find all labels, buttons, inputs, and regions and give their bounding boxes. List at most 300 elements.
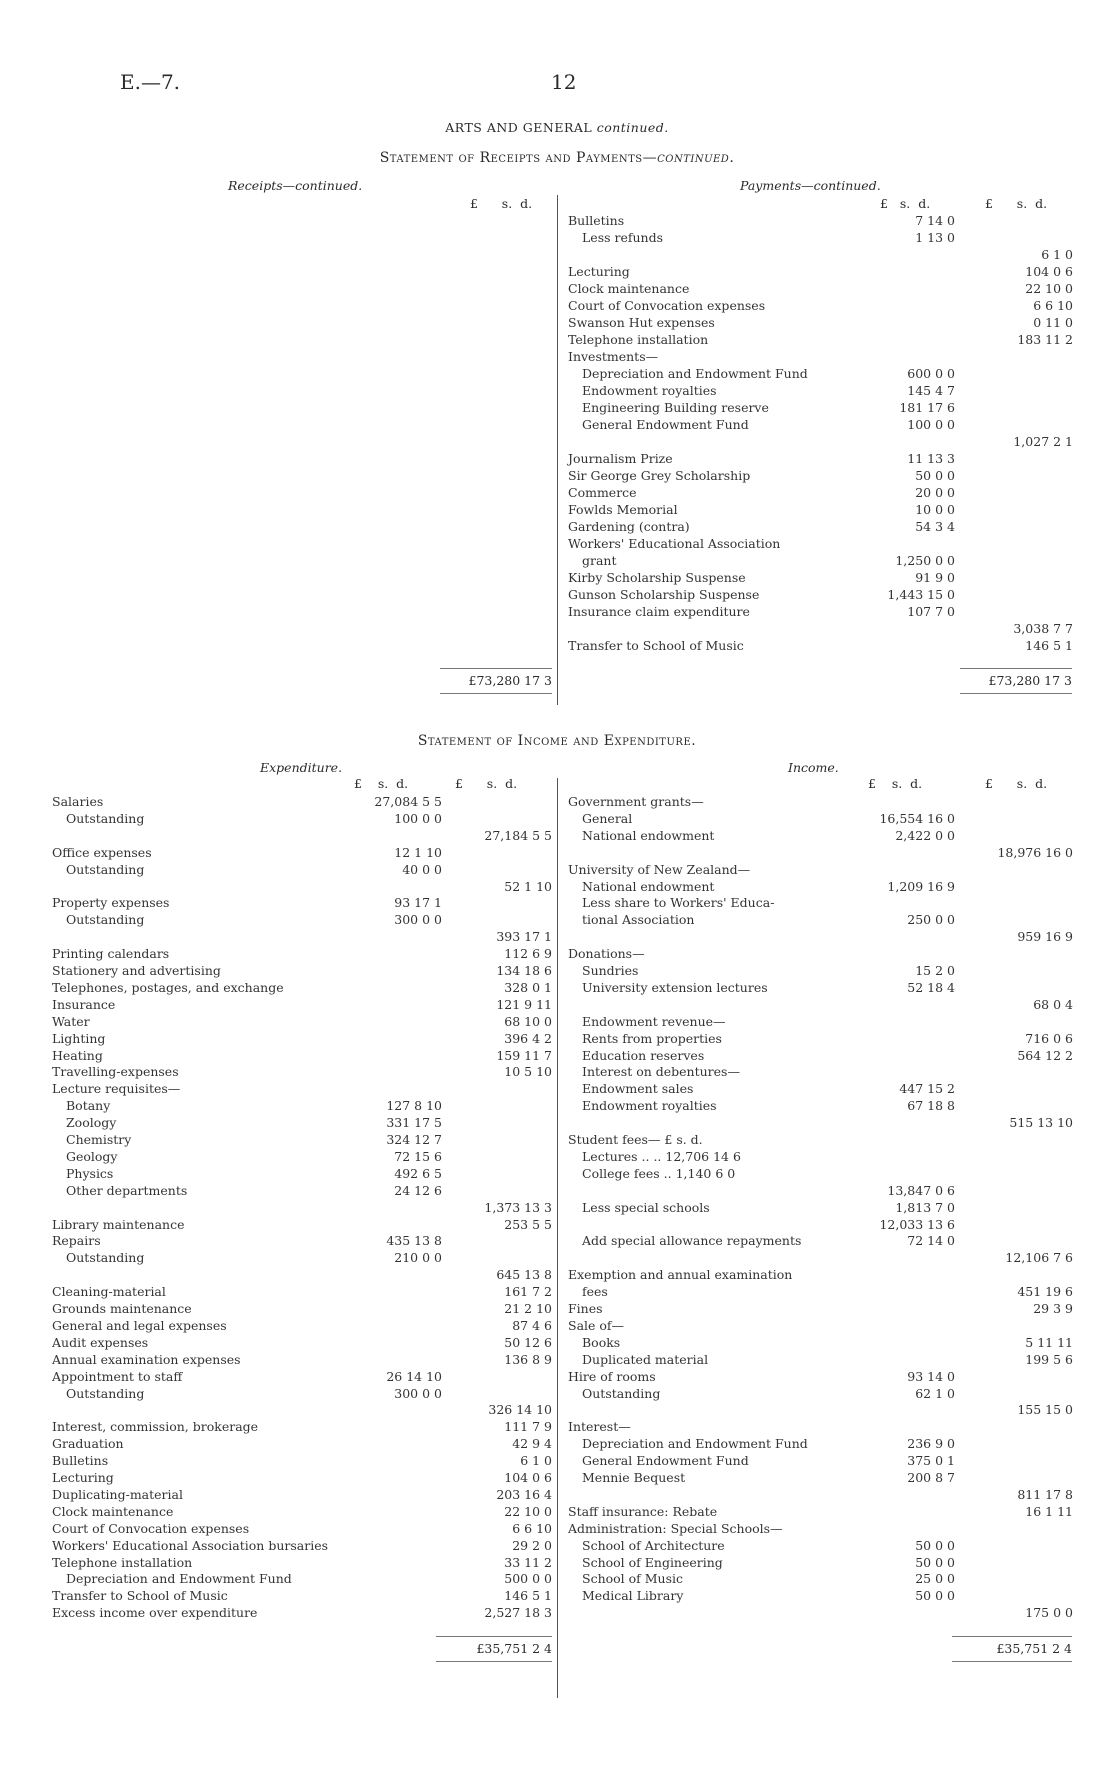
income-total: £35,751 2 4 xyxy=(996,1641,1072,1656)
inner-amount: 447 15 2 xyxy=(899,1081,955,1097)
outer-amount: 451 19 6 xyxy=(1017,1284,1073,1300)
inner-amount: 250 0 0 xyxy=(907,912,955,928)
exp-total-rule xyxy=(436,1636,552,1637)
expenditure-total: £35,751 2 4 xyxy=(476,1641,552,1656)
row-label: Outstanding xyxy=(66,810,145,826)
income-row xyxy=(568,911,1073,928)
row-label: tional Association xyxy=(582,912,695,928)
outer-amount: 112 6 9 xyxy=(504,946,552,962)
expenditure-row xyxy=(52,1047,552,1064)
income-row xyxy=(568,1570,1073,1587)
row-label: Insurance xyxy=(52,996,116,1012)
outer-amount: 515 13 10 xyxy=(1009,1115,1073,1131)
income-row xyxy=(568,1063,1073,1080)
expenditure-row xyxy=(52,1351,552,1368)
row-label: Sir George Grey Scholarship xyxy=(568,468,751,483)
expenditure-row xyxy=(52,1300,552,1317)
outer-amount: 134 18 6 xyxy=(496,963,552,978)
outer-amount: 199 5 6 xyxy=(1025,1351,1073,1367)
income-row xyxy=(568,1013,1073,1030)
income-row xyxy=(568,861,1073,878)
expenditure-row xyxy=(52,1182,552,1199)
row-label: Transfer to School of Music xyxy=(568,638,744,653)
row-label: Interest on debentures— xyxy=(582,1064,740,1080)
expenditure-subheading: Expenditure. xyxy=(260,760,343,775)
row-label: College fees .. 1,140 6 0 xyxy=(582,1165,736,1181)
expenditure-row xyxy=(52,1199,552,1216)
expenditure-row xyxy=(52,861,552,878)
outer-amount: 1,373 13 3 xyxy=(484,1199,552,1215)
outer-amount: 22 10 0 xyxy=(1025,281,1073,296)
inner-amount: 1,443 15 0 xyxy=(887,587,955,602)
row-label: Lectures .. .. 12,706 14 6 xyxy=(582,1148,741,1164)
payment-row xyxy=(568,535,1073,552)
row-label: Staff insurance: Rebate xyxy=(568,1503,718,1519)
income-row xyxy=(568,1249,1073,1266)
inner-amount: 100 0 0 xyxy=(394,810,442,826)
income-row xyxy=(568,878,1073,895)
row-label: National endowment xyxy=(582,878,715,894)
row-label: Student fees— £ s. d. xyxy=(568,1132,703,1147)
inner-amount: 324 12 7 xyxy=(386,1132,442,1147)
expenditure-row xyxy=(52,1570,552,1587)
receipts-payments-title xyxy=(0,150,1114,166)
inner-amount: 600 0 0 xyxy=(907,366,955,381)
row-label: Administration: Special Schools— xyxy=(568,1520,783,1536)
inner-amount: 72 14 0 xyxy=(907,1233,955,1249)
row-label: Outstanding xyxy=(66,912,145,928)
row-label: Graduation xyxy=(52,1436,124,1452)
outer-amount: 68 0 4 xyxy=(1033,996,1073,1012)
income-row xyxy=(568,1114,1073,1131)
income-row xyxy=(568,1418,1073,1435)
row-label: Endowment sales xyxy=(582,1081,694,1097)
receipts-total: £73,280 17 3 xyxy=(468,673,552,688)
income-row xyxy=(568,928,1073,945)
row-label: Travelling-expenses xyxy=(52,1064,179,1080)
income-row xyxy=(568,1554,1073,1571)
income-row xyxy=(568,1283,1073,1300)
inner-amount: 375 0 1 xyxy=(907,1453,955,1469)
row-label: Sale of— xyxy=(568,1317,625,1333)
income-row xyxy=(568,979,1073,996)
income-row xyxy=(568,1131,1073,1148)
outer-amount: 183 11 2 xyxy=(1017,332,1073,347)
outer-amount: 21 2 10 xyxy=(504,1301,552,1316)
row-label: School of Engineering xyxy=(582,1554,723,1570)
inner-amount: 107 7 0 xyxy=(907,604,955,619)
row-label: Journalism Prize xyxy=(568,451,673,466)
row-label: Clock maintenance xyxy=(568,281,690,296)
row-label: Chemistry xyxy=(66,1132,132,1147)
row-label: Court of Convocation expenses xyxy=(568,298,766,313)
row-label: Education reserves xyxy=(582,1047,705,1063)
row-label: Gunson Scholarship Suspense xyxy=(568,587,760,602)
expenditure-row xyxy=(52,1385,552,1402)
inner-amount: 100 0 0 xyxy=(907,417,955,432)
outer-amount: 146 5 1 xyxy=(504,1588,552,1604)
inner-amount: 300 0 0 xyxy=(394,912,442,928)
payments-lsd-header-2: £ s. d. xyxy=(985,196,1048,211)
expenditure-row xyxy=(52,1469,552,1486)
row-label: Outstanding xyxy=(66,1250,145,1266)
outer-amount: 203 16 4 xyxy=(496,1486,552,1502)
row-label: Fowlds Memorial xyxy=(568,502,678,517)
row-label: Telephone installation xyxy=(568,332,709,347)
row-label: Duplicated material xyxy=(582,1351,709,1367)
payment-row xyxy=(568,467,1073,484)
expenditure-row xyxy=(52,1266,552,1283)
row-label: Add special allowance repayments xyxy=(582,1233,802,1249)
income-row xyxy=(568,1368,1073,1385)
inner-amount: 10 0 0 xyxy=(915,502,955,517)
inner-amount: 1,813 7 0 xyxy=(895,1199,955,1215)
inner-amount: 72 15 6 xyxy=(394,1148,442,1164)
row-label: Donations— xyxy=(568,946,645,962)
income-row xyxy=(568,1452,1073,1469)
outer-amount: 6 1 0 xyxy=(1041,247,1073,262)
payment-row xyxy=(568,569,1073,586)
row-label: Other departments xyxy=(66,1182,188,1198)
income-row xyxy=(568,1047,1073,1064)
expenditure-row xyxy=(52,1368,552,1385)
inner-amount: 15 2 0 xyxy=(915,963,955,978)
row-label: grant xyxy=(582,553,617,568)
expenditure-row xyxy=(52,878,552,895)
row-label: Engineering Building reserve xyxy=(582,400,769,415)
payments-subheading: Payments—continued. xyxy=(740,178,881,193)
rp-title-text: Statement of Receipts and Payments xyxy=(379,150,643,166)
inner-amount: 93 14 0 xyxy=(907,1368,955,1384)
inner-amount: 236 9 0 xyxy=(907,1436,955,1452)
payment-row xyxy=(568,603,1073,620)
inner-amount: 25 0 0 xyxy=(915,1571,955,1587)
inner-amount: 1,250 0 0 xyxy=(895,553,955,568)
inner-amount: 50 0 0 xyxy=(915,1588,955,1604)
inner-amount: 24 12 6 xyxy=(394,1182,442,1198)
row-label: Lecture requisites— xyxy=(52,1081,181,1097)
income-row xyxy=(568,1520,1073,1537)
income-row xyxy=(568,1097,1073,1114)
section-title-cont: continued. xyxy=(596,120,669,135)
row-label: Mennie Bequest xyxy=(582,1470,686,1485)
row-label: Depreciation and Endowment Fund xyxy=(66,1571,292,1587)
row-label: Zoology xyxy=(66,1115,117,1131)
inc-lsd-header-2: £ s. d. xyxy=(985,776,1048,791)
income-row xyxy=(568,1604,1073,1621)
page-ref: E.—7. xyxy=(120,70,181,94)
inner-amount: 50 0 0 xyxy=(915,1537,955,1553)
row-label: Printing calendars xyxy=(52,946,170,962)
income-row xyxy=(568,1317,1073,1334)
income-row xyxy=(568,1080,1073,1097)
row-label: fees xyxy=(582,1284,608,1300)
expenditure-row xyxy=(52,1232,552,1249)
payment-row xyxy=(568,382,1073,399)
inner-amount: 50 0 0 xyxy=(915,1554,955,1570)
payments-total-rule-2 xyxy=(960,693,1072,694)
expenditure-row xyxy=(52,810,552,827)
inner-amount: 181 17 6 xyxy=(899,400,955,415)
row-label: Audit expenses xyxy=(52,1334,149,1350)
inc-lsd-header-1: £ s. d. xyxy=(868,776,923,791)
expenditure-row xyxy=(52,1114,552,1131)
outer-amount: 42 9 4 xyxy=(512,1436,552,1452)
row-label: Appointment to staff xyxy=(52,1368,183,1384)
expenditure-row xyxy=(52,844,552,861)
row-label: Sundries xyxy=(582,963,639,978)
row-label: Library maintenance xyxy=(52,1216,185,1232)
inc-total-rule xyxy=(952,1636,1072,1637)
outer-amount: 175 0 0 xyxy=(1025,1605,1073,1621)
inner-amount: 40 0 0 xyxy=(402,861,442,877)
row-label: Workers' Educational Association xyxy=(568,536,781,551)
section-title xyxy=(0,120,1114,135)
rp-divider xyxy=(557,195,558,705)
expenditure-row xyxy=(52,1418,552,1435)
outer-amount: 104 0 6 xyxy=(504,1470,552,1485)
row-label: University extension lectures xyxy=(582,979,768,995)
outer-amount: 716 0 6 xyxy=(1025,1030,1073,1046)
row-label: Depreciation and Endowment Fund xyxy=(582,1436,808,1452)
expenditure-row xyxy=(52,945,552,962)
inner-amount: 11 13 3 xyxy=(907,451,955,466)
payment-row xyxy=(568,637,1073,654)
inner-amount: 26 14 10 xyxy=(386,1368,442,1384)
payment-row xyxy=(568,280,1073,297)
expenditure-row xyxy=(52,894,552,911)
outer-amount: 22 10 0 xyxy=(504,1503,552,1519)
outer-amount: 146 5 1 xyxy=(1025,638,1073,653)
row-label: School of Music xyxy=(582,1571,684,1587)
outer-amount: 3,038 7 7 xyxy=(1013,621,1073,636)
outer-amount: 6 6 10 xyxy=(1033,298,1073,313)
row-label: Cleaning-material xyxy=(52,1284,166,1300)
payment-row xyxy=(568,399,1073,416)
row-label: Endowment royalties xyxy=(582,1098,717,1114)
row-label: Insurance claim expenditure xyxy=(568,604,750,619)
income-row xyxy=(568,1486,1073,1503)
row-label: Repairs xyxy=(52,1233,101,1249)
payment-row xyxy=(568,416,1073,433)
expenditure-row xyxy=(52,1520,552,1537)
outer-amount: 50 12 6 xyxy=(504,1334,552,1350)
income-expenditure-title: Statement of Income and Expenditure. xyxy=(417,733,697,749)
row-label: Less special schools xyxy=(582,1199,710,1215)
inc-total-rule-2 xyxy=(952,1661,1072,1662)
inner-amount: 52 18 4 xyxy=(907,979,955,995)
outer-amount: 161 7 2 xyxy=(504,1284,552,1300)
exp-lsd-header-2: £ s. d. xyxy=(455,776,518,791)
outer-amount: 29 3 9 xyxy=(1033,1301,1073,1316)
outer-amount: 2,527 18 3 xyxy=(484,1605,552,1621)
section-title-text: ARTS AND GENERAL xyxy=(445,120,593,135)
outer-amount: 10 5 10 xyxy=(504,1064,552,1080)
expenditure-row xyxy=(52,1554,552,1571)
income-row xyxy=(568,827,1073,844)
payment-row xyxy=(568,246,1073,263)
row-label: General xyxy=(582,810,633,826)
outer-amount: 68 10 0 xyxy=(504,1013,552,1029)
inner-amount: 54 3 4 xyxy=(915,519,955,534)
income-row xyxy=(568,810,1073,827)
expenditure-row xyxy=(52,1063,552,1080)
exp-lsd-header-1: £ s. d. xyxy=(354,776,409,791)
outer-amount: 18,976 16 0 xyxy=(997,844,1073,860)
row-label: Property expenses xyxy=(52,895,170,911)
inner-amount: 27,084 5 5 xyxy=(374,794,442,809)
expenditure-row xyxy=(52,996,552,1013)
income-row xyxy=(568,996,1073,1013)
income-row xyxy=(568,1537,1073,1554)
income-row xyxy=(568,1385,1073,1402)
row-label: Exemption and annual examination xyxy=(568,1267,793,1283)
expenditure-row xyxy=(52,911,552,928)
row-label: Telephones, postages, and exchange xyxy=(52,979,284,995)
receipts-subheading: Receipts—continued. xyxy=(228,178,363,193)
outer-amount: 1,027 2 1 xyxy=(1013,434,1073,449)
expenditure-row xyxy=(52,1401,552,1418)
outer-amount: 396 4 2 xyxy=(504,1030,552,1046)
row-label: Outstanding xyxy=(66,861,145,877)
row-label: University of New Zealand— xyxy=(568,861,751,877)
income-row xyxy=(568,1148,1073,1165)
payment-row xyxy=(568,586,1073,603)
inner-amount: 20 0 0 xyxy=(915,485,955,500)
row-label: General and legal expenses xyxy=(52,1317,227,1333)
payment-row xyxy=(568,552,1073,569)
row-label: Outstanding xyxy=(582,1385,661,1401)
row-label: Workers' Educational Association bursaries xyxy=(52,1537,329,1553)
income-row xyxy=(568,1266,1073,1283)
row-label: Depreciation and Endowment Fund xyxy=(582,366,808,381)
row-label: Annual examination expenses xyxy=(52,1351,241,1367)
inner-amount: 2,422 0 0 xyxy=(895,827,955,843)
income-row xyxy=(568,1401,1073,1418)
page-number: 12 xyxy=(551,70,577,94)
inner-amount: 91 9 0 xyxy=(915,570,955,585)
row-label: Physics xyxy=(66,1165,114,1181)
expenditure-row xyxy=(52,1097,552,1114)
inner-amount: 1 13 0 xyxy=(915,230,955,245)
receipts-total-rule-2 xyxy=(440,693,552,694)
row-label: Court of Convocation expenses xyxy=(52,1520,250,1536)
row-label: Government grants— xyxy=(568,794,704,809)
outer-amount: 645 13 8 xyxy=(496,1267,552,1283)
payment-row xyxy=(568,501,1073,518)
payment-row xyxy=(568,297,1073,314)
expenditure-row xyxy=(52,1317,552,1334)
payment-row xyxy=(568,484,1073,501)
outer-amount: 155 15 0 xyxy=(1017,1402,1073,1418)
inner-amount: 145 4 7 xyxy=(907,383,955,398)
outer-amount: 0 11 0 xyxy=(1033,315,1073,330)
expenditure-row xyxy=(52,1452,552,1469)
payment-row xyxy=(568,518,1073,535)
row-label: Stationery and advertising xyxy=(52,963,221,978)
income-row xyxy=(568,793,1073,810)
income-row xyxy=(568,844,1073,861)
income-row xyxy=(568,945,1073,962)
outer-amount: 111 7 9 xyxy=(504,1419,552,1435)
outer-amount: 5 11 11 xyxy=(1025,1334,1073,1350)
inner-amount: 13,847 0 6 xyxy=(887,1182,955,1198)
row-label: Lighting xyxy=(52,1030,106,1046)
income-row xyxy=(568,1435,1073,1452)
income-row xyxy=(568,1216,1073,1233)
outer-amount: 393 17 1 xyxy=(496,929,552,945)
outer-amount: 16 1 11 xyxy=(1025,1503,1073,1519)
row-label: Gardening (contra) xyxy=(568,519,690,534)
outer-amount: 29 2 0 xyxy=(512,1537,552,1553)
row-label: Outstanding xyxy=(66,1385,145,1401)
expenditure-row xyxy=(52,1165,552,1182)
outer-amount: 12,106 7 6 xyxy=(1005,1250,1073,1266)
ie-divider xyxy=(557,778,558,1698)
expenditure-row xyxy=(52,1587,552,1604)
row-label: Excess income over expenditure xyxy=(52,1605,258,1621)
row-label: Rents from properties xyxy=(582,1030,722,1046)
expenditure-row xyxy=(52,1148,552,1165)
inner-amount: 12 1 10 xyxy=(394,844,442,860)
income-row xyxy=(568,894,1073,911)
expenditure-row xyxy=(52,1604,552,1621)
expenditure-row xyxy=(52,793,552,810)
income-row xyxy=(568,1182,1073,1199)
inner-amount: 331 17 5 xyxy=(386,1115,442,1131)
payment-row xyxy=(568,314,1073,331)
row-label: Lecturing xyxy=(52,1470,114,1485)
row-label: General Endowment Fund xyxy=(582,1453,749,1469)
expenditure-row xyxy=(52,1486,552,1503)
row-label: Heating xyxy=(52,1047,103,1063)
row-label: Grounds maintenance xyxy=(52,1301,192,1316)
inner-amount: 12,033 13 6 xyxy=(879,1216,955,1232)
row-label: Lecturing xyxy=(568,264,630,279)
row-label: Interest, commission, brokerage xyxy=(52,1419,259,1435)
inner-amount: 67 18 8 xyxy=(907,1098,955,1114)
expenditure-row xyxy=(52,1013,552,1030)
row-label: Hire of rooms xyxy=(568,1368,656,1384)
row-label: Transfer to School of Music xyxy=(52,1588,228,1604)
expenditure-row xyxy=(52,827,552,844)
row-label: Botany xyxy=(66,1098,111,1114)
inner-amount: 435 13 8 xyxy=(386,1233,442,1249)
inner-amount: 300 0 0 xyxy=(394,1385,442,1401)
row-label: Medical Library xyxy=(582,1588,684,1604)
expenditure-row xyxy=(52,1334,552,1351)
row-label: Books xyxy=(582,1334,621,1350)
outer-amount: 959 16 9 xyxy=(1017,929,1073,945)
income-row xyxy=(568,1165,1073,1182)
payment-row xyxy=(568,212,1073,229)
row-label: Office expenses xyxy=(52,844,152,860)
row-label: National endowment xyxy=(582,827,715,843)
outer-amount: 121 9 11 xyxy=(496,996,552,1012)
payments-total: £73,280 17 3 xyxy=(988,673,1072,688)
outer-amount: 6 6 10 xyxy=(512,1520,552,1536)
exp-total-rule-2 xyxy=(436,1661,552,1662)
outer-amount: 159 11 7 xyxy=(496,1047,552,1063)
payment-row xyxy=(568,263,1073,280)
income-row xyxy=(568,1469,1073,1486)
row-label: Water xyxy=(52,1013,90,1029)
row-label: Bulletins xyxy=(568,213,625,228)
outer-amount: 6 1 0 xyxy=(520,1453,552,1469)
row-label: General Endowment Fund xyxy=(582,417,749,432)
row-label: Investments— xyxy=(568,349,659,364)
outer-amount: 253 5 5 xyxy=(504,1216,552,1232)
